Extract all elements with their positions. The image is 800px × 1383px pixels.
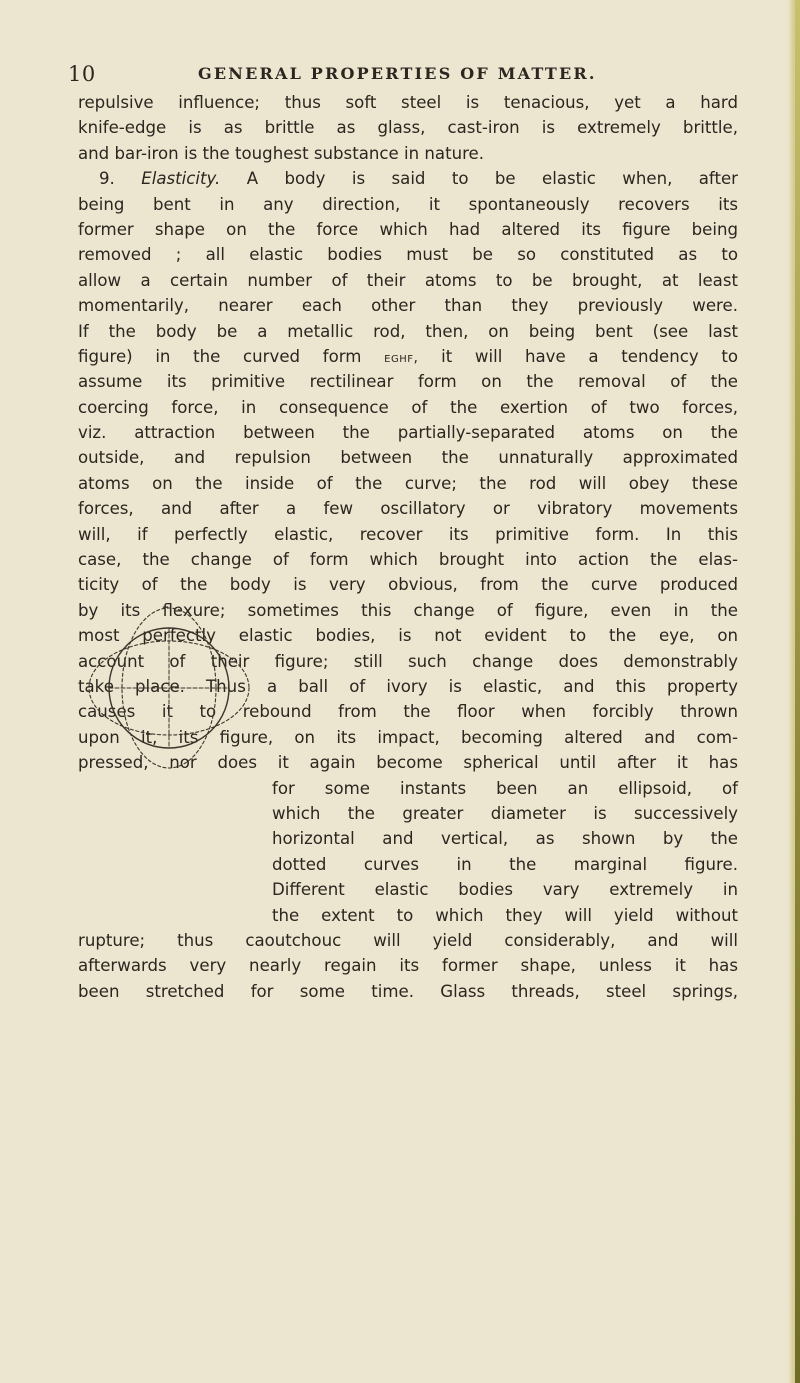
section-title: Elasticity. bbox=[141, 169, 221, 189]
text-line: account of their figure; still such change does demonstrably bbox=[78, 651, 738, 671]
text-line: and bar-iron is the toughest substance in nature. bbox=[78, 143, 485, 163]
text-line: case, the change of form which brought into action the elas- bbox=[78, 550, 738, 570]
text-fragment: A body is said to be elastic when, after bbox=[246, 169, 738, 189]
curve-label: eghf, bbox=[384, 349, 419, 366]
text-line: causes it to rebound from the floor when forcibly thrown bbox=[78, 702, 738, 722]
figure-reference-line bbox=[78, 344, 738, 369]
text-line: assume its primitive rectilinear form on the removal of the bbox=[78, 372, 738, 392]
text-line: by its flexure; sometimes this change of figure, even in the bbox=[78, 600, 738, 620]
text-fragment: it will have a tendency to bbox=[441, 346, 738, 366]
body-text bbox=[78, 90, 738, 1004]
wrapped-text-line: horizontal and vertical, as shown by the bbox=[272, 829, 738, 849]
text-line: ticity of the body is very obvious, from the curve produced bbox=[78, 575, 738, 595]
section-number: 9. bbox=[99, 169, 115, 189]
text-line: being bent in any direction, it spontaneously recovers its bbox=[78, 194, 738, 214]
text-line: allow a certain number of their atoms to be brought, at least bbox=[78, 270, 738, 290]
text-line: viz. attraction between the partially-separated atoms on the bbox=[78, 423, 738, 443]
page-edge-shadow bbox=[795, 0, 800, 1383]
elastic-ball-figure bbox=[74, 604, 264, 774]
text-line: outside, and repulsion between the unnaturally approximated bbox=[78, 448, 738, 468]
text-line: afterwards very nearly regain its former shape, unless it has bbox=[78, 956, 738, 976]
text-line: repulsive influence; thus soft steel is tenacious, yet a hard bbox=[78, 93, 738, 112]
text-line: atoms on the inside of the curve; the rod will obey these bbox=[78, 473, 738, 493]
page-number: 10 bbox=[68, 62, 96, 86]
wrapped-text-line: the extent to which they will yield without bbox=[272, 905, 738, 925]
text-line: If the body be a metallic rod, then, on being bent (see last bbox=[78, 321, 738, 341]
text-line: pressed, nor does it again become spherical until after it has bbox=[78, 753, 738, 773]
text-line: former shape on the force which had altered its figure being bbox=[78, 219, 738, 239]
wrapped-text-line: which the greater diameter is successively bbox=[272, 803, 738, 823]
wrapped-text-line: for some instants been an ellipsoid, of bbox=[272, 778, 738, 798]
section-heading-line bbox=[78, 166, 738, 191]
text-line: forces, and after a few oscillatory or vibratory movements bbox=[78, 499, 738, 519]
text-line: coercing force, in consequence of the exertion of two forces, bbox=[78, 397, 738, 417]
text-line: take place. Thus a ball of ivory is elastic, and this property bbox=[78, 676, 738, 696]
text-fragment: figure) in the curved form bbox=[78, 346, 362, 366]
running-head: GENERAL PROPERTIES OF MATTER. bbox=[198, 64, 597, 83]
text-line: removed ; all elastic bodies must be so constituted as to bbox=[78, 245, 738, 265]
text-line: rupture; thus caoutchouc will yield considerably, and will bbox=[78, 930, 738, 950]
text-line: knife-edge is as brittle as glass, cast-iron is extremely brittle, bbox=[78, 118, 738, 138]
page-header bbox=[68, 62, 728, 92]
text-line: upon it, its figure, on its impact, becoming altered and com- bbox=[78, 727, 738, 747]
text-line: been stretched for some time. Glass threads, steel springs, bbox=[78, 981, 738, 1001]
text-line: momentarily, nearer each other than they previously were. bbox=[78, 296, 738, 316]
text-line: will, if perfectly elastic, recover its primitive form. In this bbox=[78, 524, 738, 544]
wrapped-text-line: dotted curves in the marginal figure. bbox=[272, 854, 738, 874]
text-line: most perfectly elastic bodies, is not evident to the eye, on bbox=[78, 626, 738, 646]
wrapped-text-line: Different elastic bodies vary extremely in bbox=[272, 880, 738, 900]
